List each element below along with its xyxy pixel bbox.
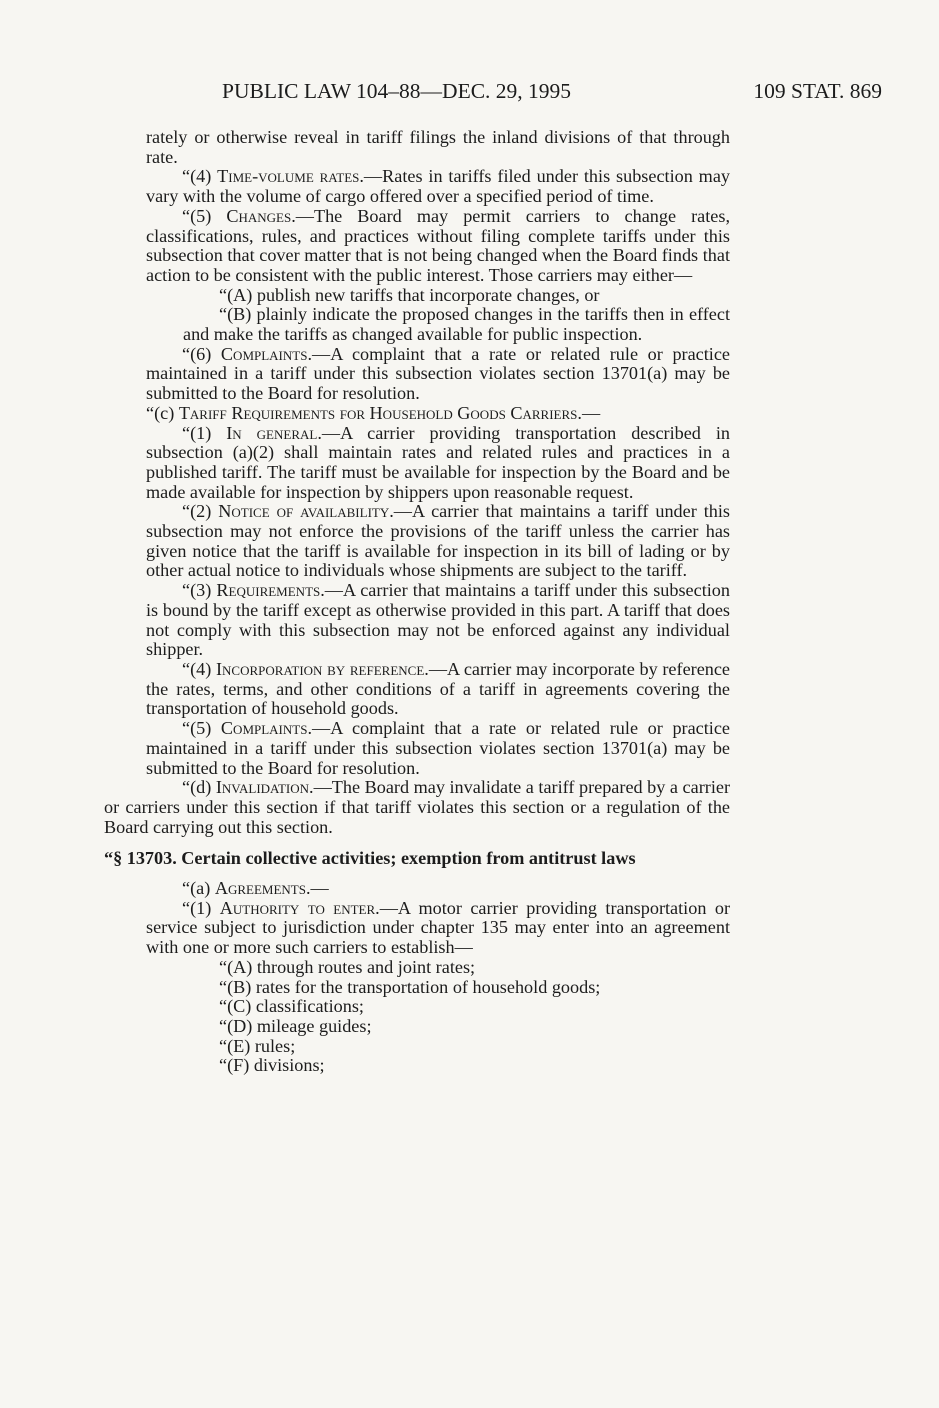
list-item: “(A) through routes and joint rates; <box>219 956 476 977</box>
paragraph-time-volume-rates: “(4) Time-volume rates.—Rates in tariffs filed under this subsection may vary with the volume of cargo offered over a specified period of time. <box>146 166 730 207</box>
subsection-c-heading: “(c) Tariff Requirements for Household Goods Carriers.— <box>146 402 601 423</box>
paragraph-changes: “(5) Changes.—The Board may permit carriers to change rates, classifications, rules, and practices without filing complete tariffs under this subsection that cover matter that is not being changed when the Board finds that action to be consistent with the public interest. Those carriers may either— <box>146 205 731 285</box>
paragraph-notice-of-availability: “(2) Notice of availability.—A carrier that maintains a tariff under this subsection may not enforce the provisions of the tariff unless the carrier has given notice that the tariff is available for inspection in its bill of lading or by other actual notice to individuals whose shipments are subject to the tariff. <box>146 501 731 581</box>
list-item: “(D) mileage guides; <box>219 1015 372 1036</box>
header-page-number: 109 STAT. 869 <box>753 79 882 103</box>
list-item: “(F) divisions; <box>219 1055 325 1076</box>
list-item: “(C) classifications; <box>219 996 364 1017</box>
list-item: “(B) rates for the transportation of household goods; <box>219 976 601 997</box>
subsection-a-agreements: “(a) Agreements.— <box>182 878 329 899</box>
page-body <box>104 127 731 1076</box>
paragraph-complaints-5: “(5) Complaints.—A complaint that a rate or related rule or practice maintained in a tariff under this subsection violates section 13701(a) may be submitted to the Board for resolution. <box>146 718 730 778</box>
paragraph-continuation: rately or otherwise reveal in tariff filings the inland divisions of that through rate. <box>146 127 730 167</box>
header-law-citation: PUBLIC LAW 104–88—DEC. 29, 1995 <box>222 79 572 103</box>
paragraph-authority-to-enter: “(1) Authority to enter.—A motor carrier providing transportation or service subject to jurisdiction under chapter 135 may enter into an agreement with one or more such carriers to establish— <box>146 897 731 958</box>
subparagraph-a-publish: “(A) publish new tariffs that incorporate changes, or <box>219 284 600 305</box>
list-item: “(E) rules; <box>219 1035 296 1056</box>
subsection-d-invalidation: “(d) Invalidation.—The Board may invalidate a tariff prepared by a carrier or carriers under this section if that tariff violates this section or a regulation of the Board carrying out this section. <box>104 777 730 837</box>
subparagraph-b-indicate: “(B) plainly indicate the proposed changes in the tariffs then in effect and make the tariffs as changed available for public inspection. <box>183 304 730 345</box>
paragraph-in-general: “(1) In general.—A carrier providing transportation described in subsection (a)(2) shall maintain rates and related rules and practices in a published tariff. The tariff must be available for inspection by the Board and be made available for inspection by shippers upon reasonable request. <box>146 422 731 502</box>
paragraph-incorporation-by-reference: “(4) Incorporation by reference.—A carrier may incorporate by reference the rates, terms, and other conditions of a tariff in agreements covering the transportation of household goods. <box>146 658 731 719</box>
paragraph-complaints-6: “(6) Complaints.—A complaint that a rate or related rule or practice maintained in a tariff under this subsection violates section 13701(a) may be submitted to the Board for resolution. <box>146 343 730 404</box>
paragraph-requirements: “(3) Requirements.—A carrier that maintains a tariff under this subsection is bound by the tariff except as otherwise provided in this part. A tariff that does not comply with this subsection may not be enforced against any individual shipper. <box>146 580 730 660</box>
section-13703-heading: “§ 13703. Certain collective activities; exemption from antitrust laws <box>104 848 636 869</box>
